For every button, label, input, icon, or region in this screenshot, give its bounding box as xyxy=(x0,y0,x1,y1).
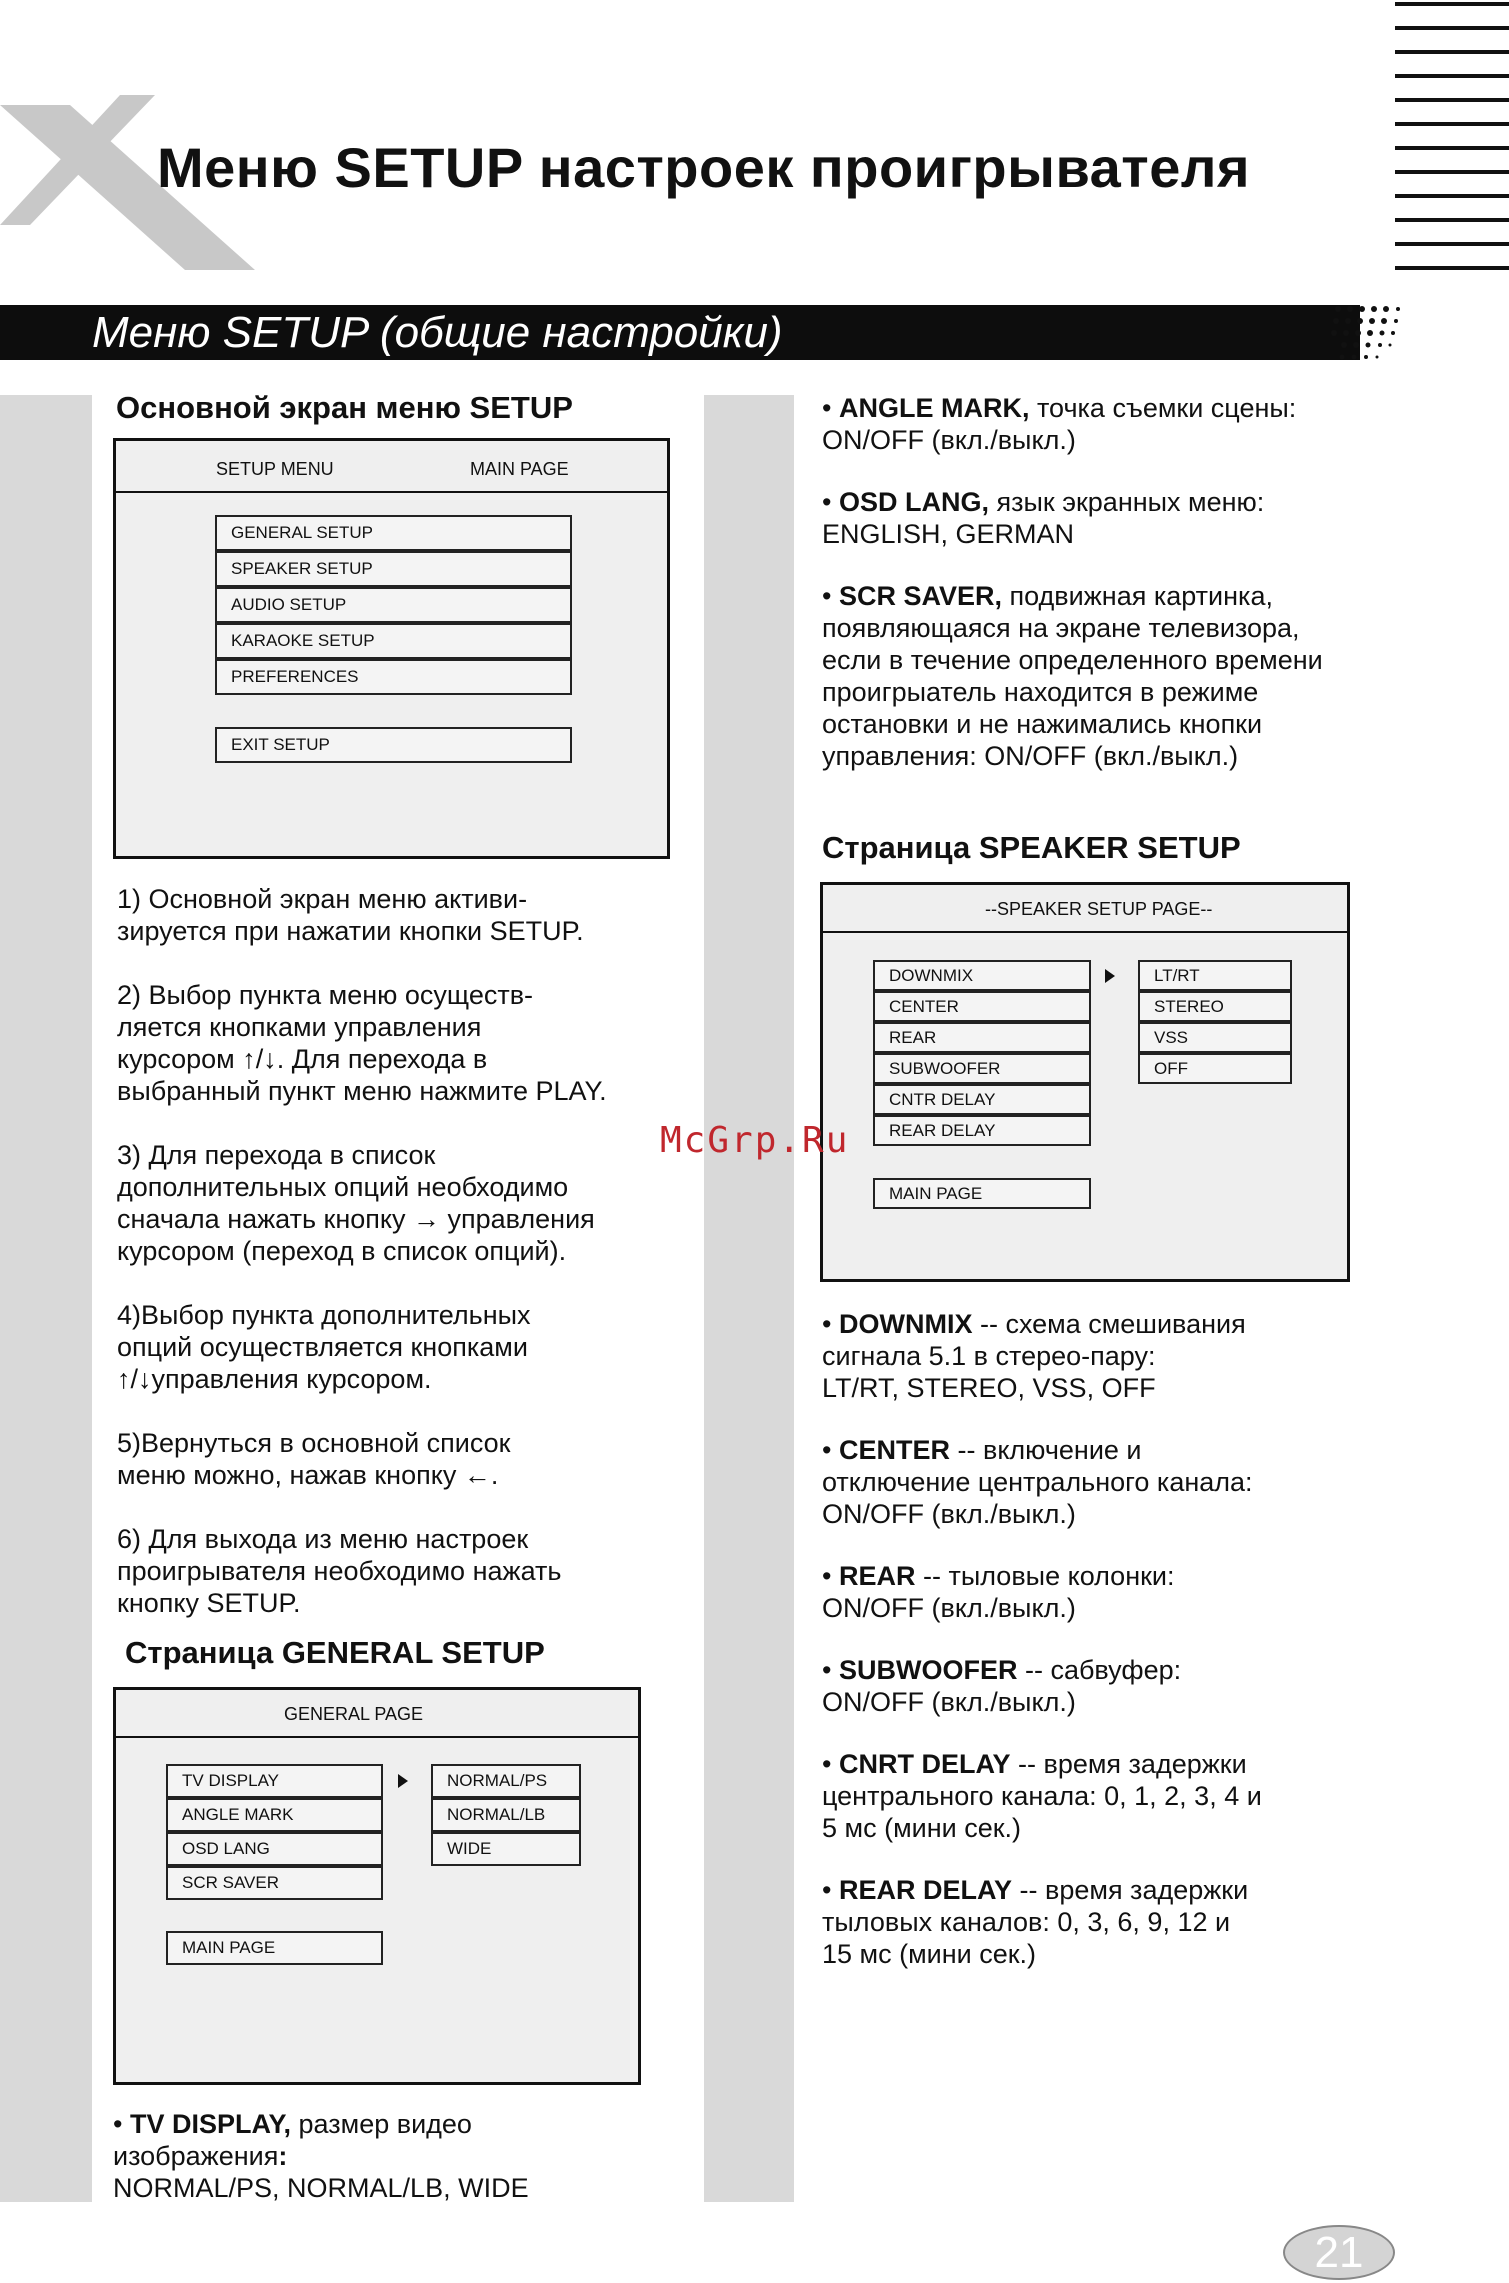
general-setup-heading: Страница GENERAL SETUP xyxy=(125,1635,545,1670)
setup-menu-title: SETUP MENU xyxy=(216,459,334,479)
right-bullets-top xyxy=(822,392,1323,772)
general-item-angle-mark[interactable]: ANGLE MARK xyxy=(166,1798,383,1832)
watermark: McGrp.Ru xyxy=(660,1120,850,1161)
bullet-cnrt-delay: • CNRT DELAY -- время задержки центрального канала: 0, 1, 2, 3, 4 и 5 мс (мини сек.) xyxy=(822,1749,1262,1843)
general-option-wide[interactable]: WIDE xyxy=(431,1832,581,1866)
general-main-page-button[interactable]: MAIN PAGE xyxy=(166,1931,383,1965)
bullet: • xyxy=(113,2109,130,2139)
speaker-item-rear-delay[interactable]: REAR DELAY xyxy=(873,1115,1091,1146)
main-screen-heading: Основной экран меню SETUP xyxy=(116,390,573,425)
speaker-setup-heading: Страница SPEAKER SETUP xyxy=(822,830,1241,865)
speaker-item-center[interactable]: CENTER xyxy=(873,991,1091,1022)
general-item-tv-display[interactable]: TV DISPLAY xyxy=(166,1764,383,1798)
general-option-normal-ps[interactable]: NORMAL/PS xyxy=(431,1764,581,1798)
bullet-osd-lang: • OSD LANG, язык экранных меню: ENGLISH, GERMAN xyxy=(822,487,1265,549)
arrow-right-icon xyxy=(1105,969,1115,983)
setup-menu-header xyxy=(116,441,667,493)
arrow-right-icon xyxy=(398,1774,408,1788)
speaker-option-off[interactable]: OFF xyxy=(1138,1053,1292,1084)
speaker-item-cntr-delay[interactable]: CNTR DELAY xyxy=(873,1084,1091,1115)
instruction-4: 4)Выбор пункта дополнительных опций осуществляется кнопками ↑/↓управления курсором. xyxy=(117,1300,531,1394)
main-page-label: MAIN PAGE xyxy=(470,459,569,479)
setup-menu-screen xyxy=(113,438,670,859)
speaker-setup-header xyxy=(823,885,1347,933)
speaker-item-downmix[interactable]: DOWNMIX xyxy=(873,960,1091,991)
speaker-option-ltrt[interactable]: LT/RT xyxy=(1138,960,1292,991)
general-page-title: GENERAL PAGE xyxy=(284,1704,424,1724)
general-page-screen xyxy=(113,1687,641,2085)
left-gray-column xyxy=(0,395,92,2202)
general-page-header xyxy=(116,1690,638,1738)
middle-gray-column xyxy=(704,395,794,2202)
instruction-2: 2) Выбор пункта меню осуществ- ляется кнопками управления курсором ↑/↓. Для перехода в выбранный пункт меню нажмите PLAY. xyxy=(117,980,607,1106)
speaker-setup-screen xyxy=(820,882,1350,1282)
page-number: 21 xyxy=(1283,2225,1395,2280)
right-bullets-bottom xyxy=(822,1308,1262,1970)
speaker-item-rear[interactable]: REAR xyxy=(873,1022,1091,1053)
bullet-center: • CENTER -- включение и отключение центрального канала: ON/OFF (вкл./выкл.) xyxy=(822,1435,1253,1529)
section-title: Меню SETUP (общие настройки) xyxy=(92,308,783,357)
instruction-3: 3) Для перехода в список дополнительных опций необходимо сначала нажать кнопку → управления курсором (переход в список опций). xyxy=(117,1140,595,1266)
speaker-option-vss[interactable]: VSS xyxy=(1138,1022,1292,1053)
speaker-option-stereo[interactable]: STEREO xyxy=(1138,991,1292,1022)
instruction-5: 5)Вернуться в основной список меню можно, нажав кнопку ←. xyxy=(117,1428,511,1490)
exit-setup-button[interactable]: EXIT SETUP xyxy=(215,727,572,763)
general-item-osd-lang[interactable]: OSD LANG xyxy=(166,1832,383,1866)
menu-item-preferences[interactable]: PREFERENCES xyxy=(215,659,572,695)
bullet-subwoofer: • SUBWOOFER -- сабвуфер: ON/OFF (вкл./выкл.) xyxy=(822,1655,1182,1717)
bullet-scr-saver: • SCR SAVER, подвижная картинка, появляющаяся на экране телевизора, если в течение определенного времени проигрыатель находится в режиме остановки и не нажимались кнопки управления: ON/OFF (вкл./выкл.) xyxy=(822,581,1323,771)
bullet-rear: • REAR -- тыловые колонки: ON/OFF (вкл./выкл.) xyxy=(822,1561,1175,1623)
bullet-angle-mark: • ANGLE MARK, точка съемки сцены: ON/OFF (вкл./выкл.) xyxy=(822,393,1297,455)
page-title: Меню SETUP настроек проигрывателя xyxy=(157,136,1251,199)
general-option-normal-lb[interactable]: NORMAL/LB xyxy=(431,1798,581,1832)
instructions xyxy=(117,883,607,1619)
general-item-scr-saver[interactable]: SCR SAVER xyxy=(166,1866,383,1900)
speaker-main-page-button[interactable]: MAIN PAGE xyxy=(873,1178,1091,1209)
menu-item-general-setup[interactable]: GENERAL SETUP xyxy=(215,515,572,551)
menu-item-speaker-setup[interactable]: SPEAKER SETUP xyxy=(215,551,572,587)
bullet-rear-delay: • REAR DELAY -- время задержки тыловых каналов: 0, 3, 6, 9, 12 и 15 мс (мини сек.) xyxy=(822,1875,1249,1969)
menu-item-karaoke-setup[interactable]: KARAOKE SETUP xyxy=(215,623,572,659)
speaker-item-subwoofer[interactable]: SUBWOOFER xyxy=(873,1053,1091,1084)
instruction-6: 6) Для выхода из меню настроек проигрывателя необходимо нажать кнопку SETUP. xyxy=(117,1524,562,1618)
tv-display-description: • TV DISPLAY, размер видео изображения: NORMAL/PS, NORMAL/LB, WIDE xyxy=(113,2109,529,2203)
menu-item-audio-setup[interactable]: AUDIO SETUP xyxy=(215,587,572,623)
banner-dot-pattern xyxy=(1330,303,1405,363)
decorative-stripes xyxy=(1395,0,1509,270)
instruction-1: 1) Основной экран меню активи- зируется при нажатии кнопки SETUP. xyxy=(117,884,584,946)
speaker-setup-title: --SPEAKER SETUP PAGE-- xyxy=(985,899,1213,919)
bullet-downmix: • DOWNMIX -- схема смешивания сигнала 5.1 в стерео-пару: LT/RT, STEREO, VSS, OFF xyxy=(822,1309,1246,1403)
